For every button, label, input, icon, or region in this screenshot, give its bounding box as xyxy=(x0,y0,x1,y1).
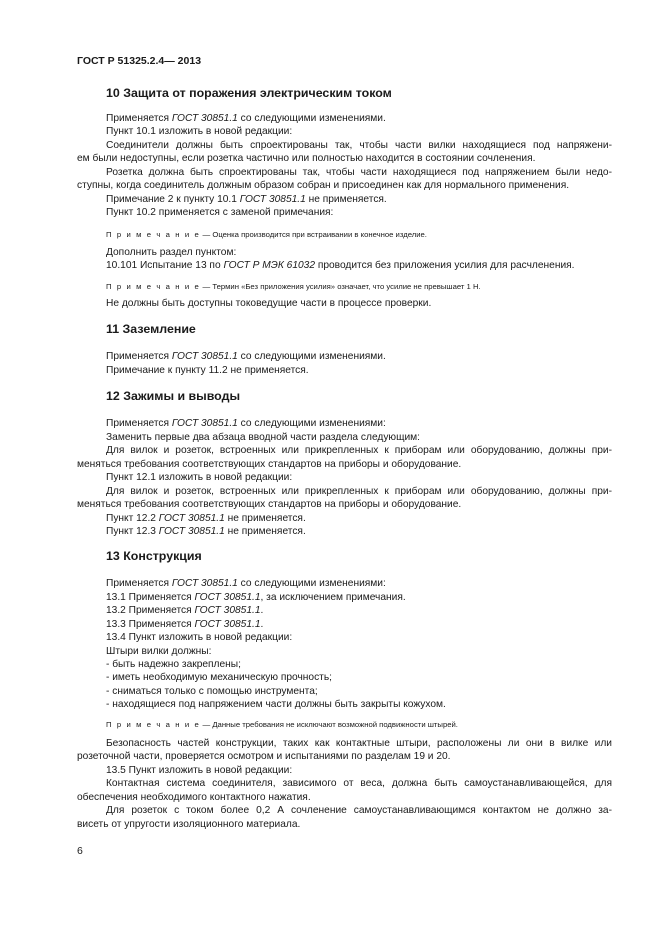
s10-line-11: Не должны быть доступны токоведущие части в процессе проверки. xyxy=(106,298,432,309)
s10-line-2: Пункт 10.1 изложить в новой редакции: xyxy=(106,126,293,137)
document-header: ГОСТ Р 51325.2.4— 2013 xyxy=(77,55,202,67)
s12-line-3: Для вилок и розеток, встроенных или прикрепленных к приборам или оборудованию, должны при- xyxy=(106,445,612,456)
s10-line-9: Дополнить раздел пунктом: xyxy=(106,247,237,258)
s13-line-5: 13.4 Пункт изложить в новой редакции: xyxy=(106,632,293,643)
s10-line-7: Примечание 2 к пункту 10.1 ГОСТ 30851.1 не применяется. xyxy=(106,194,387,205)
s13-line-12: розеточной части, проверяется осмотром и испытаниями по разделам 19 и 20. xyxy=(77,751,451,762)
standard-ref: ГОСТ 30851.1 xyxy=(158,526,225,537)
s12-line-4: меняться требования соответствующих стандартов на приборы и оборудование. xyxy=(77,459,462,470)
s10-line-4: ем были недоступны, если розетка частично или полностью находится в состоянии сочленения. xyxy=(77,153,536,164)
s13-list-item-3: - сниматься только с помощью инструмента; xyxy=(106,686,318,697)
s13-line-1: Применяется ГОСТ 30851.1 со следующими изменениями: xyxy=(106,578,386,589)
page-number: 6 xyxy=(77,845,83,857)
s10-note-1: П р и м е ч а н и е — Оценка производится при встраивании в конечное изделие. xyxy=(106,230,427,239)
s13-line-6: Штыри вилки должны: xyxy=(106,646,212,657)
s10-line-3: Соединители должны быть спроектированы так, чтобы части вилки находящиеся под напряжени- xyxy=(106,140,612,151)
s13-line-14: Контактная система соединителя, зависимого от веса, должна быть самоустанавливающейся, для xyxy=(106,778,612,789)
standard-ref: ГОСТ 30851.1 xyxy=(194,592,261,603)
section-13-title: 13 Конструкция xyxy=(106,549,202,563)
s13-note: П р и м е ч а н и е — Данные требования не исключают возможной подвижности штырей. xyxy=(106,720,458,729)
s13-list-item-4: - находящиеся под напряжением части должны быть закрыты кожухом. xyxy=(106,699,446,710)
standard-ref: ГОСТ 30851.1 xyxy=(171,351,238,362)
section-11-title: 11 Заземление xyxy=(106,322,196,336)
s10-line-8: Пункт 10.2 применяется с заменой примечания: xyxy=(106,207,334,218)
s13-line-16: Для розеток с током более 0,2 А сочленение самоустанавливающимся контактом не должно за- xyxy=(106,805,612,816)
s12-line-6: Для вилок и розеток, встроенных или прикрепленных к приборам или оборудованию, должны при- xyxy=(106,486,612,497)
s13-line-11: Безопасность частей конструкции, таких как контактные штыри, расположены ли они в вилке или xyxy=(106,738,612,749)
s11-line-2: Примечание к пункту 11.2 не применяется. xyxy=(106,365,309,376)
s13-line-13: 13.5 Пункт изложить в новой редакции: xyxy=(106,765,293,776)
s13-line-15: обеспечения необходимого контактного нажатия. xyxy=(77,792,311,803)
s13-list-item-2: - иметь необходимую механическую прочность; xyxy=(106,672,332,683)
s12-line-8: Пункт 12.2 ГОСТ 30851.1 не применяется. xyxy=(106,513,306,524)
s13-line-17: висеть от упругости изоляционного материала. xyxy=(77,819,301,830)
s13-list-item-1: - быть надежно закреплены; xyxy=(106,659,241,670)
standard-ref: ГОСТ 30851.1 xyxy=(171,578,238,589)
standard-ref: ГОСТ 30851.1 xyxy=(194,605,261,616)
standard-ref: ГОСТ Р МЭК 61032 xyxy=(223,260,315,271)
s10-line-6: ступны, когда соединитель должным образом собран и присоединен как для нормального применения. xyxy=(77,180,570,191)
s13-line-3: 13.2 Применяется ГОСТ 30851.1. xyxy=(106,605,264,616)
standard-ref: ГОСТ 30851.1 xyxy=(239,194,306,205)
s12-line-2: Заменить первые два абзаца вводной части раздела следующим: xyxy=(106,432,420,443)
s10-line-10: 10.101 Испытание 13 по ГОСТ Р МЭК 61032 проводится без приложения усилия для расчленения. xyxy=(106,260,575,271)
section-12-title: 12 Зажимы и выводы xyxy=(106,389,241,403)
s10-line-5: Розетка должна быть спроектированы так, чтобы части находящиеся под напряжением были недо- xyxy=(106,167,612,178)
standard-ref: ГОСТ 30851.1 xyxy=(194,619,261,630)
section-10-title: 10 Защита от поражения электрическим током xyxy=(106,86,392,100)
standard-ref: ГОСТ 30851.1 xyxy=(171,113,238,124)
s10-line-1: Применяется ГОСТ 30851.1 со следующими изменениями. xyxy=(106,113,386,124)
s12-line-9: Пункт 12.3 ГОСТ 30851.1 не применяется. xyxy=(106,526,306,537)
s13-line-2: 13.1 Применяется ГОСТ 30851.1, за исключением примечания. xyxy=(106,592,406,603)
s12-line-5: Пункт 12.1 изложить в новой редакции: xyxy=(106,472,293,483)
s11-line-1: Применяется ГОСТ 30851.1 со следующими изменениями. xyxy=(106,351,386,362)
standard-ref: ГОСТ 30851.1 xyxy=(158,513,225,524)
s12-line-1: Применяется ГОСТ 30851.1 со следующими изменениями: xyxy=(106,418,386,429)
s12-line-7: меняться требования соответствующих стандартов на приборы и оборудование. xyxy=(77,499,462,510)
standard-ref: ГОСТ 30851.1 xyxy=(171,418,238,429)
s13-line-4: 13.3 Применяется ГОСТ 30851.1. xyxy=(106,619,264,630)
s10-note-2: П р и м е ч а н и е — Термин «Без приложения усилия» означает, что усилие не превышает 1 Н. xyxy=(106,282,481,291)
